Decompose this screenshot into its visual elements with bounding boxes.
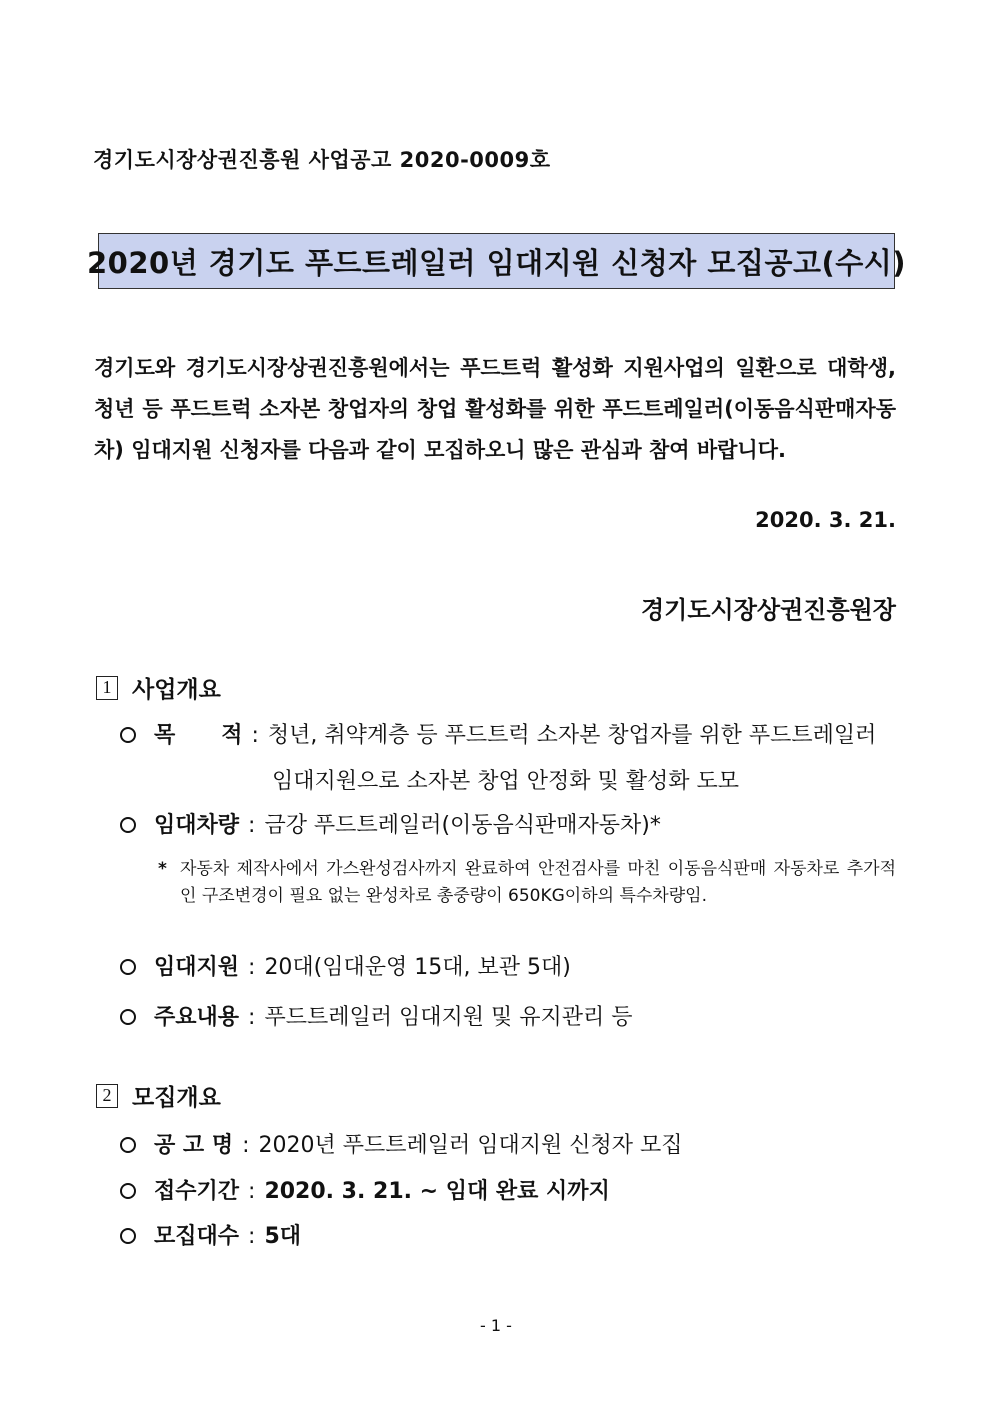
item-colon: :: [248, 1179, 256, 1204]
list-item-purpose: [120, 718, 876, 749]
intro-paragraph: 경기도와 경기도시장상권진흥원에서는 푸드트럭 활성화 지원사업의 일환으로 대학생, 청년 등 푸드트럭 소자본 창업자의 창업 활성화를 위한 푸드트레일러(이동음식판매자동차) 임대지원 신청자를 다음과 같이 모집하오니 많은 관심과 참여 바랍니다.: [94, 356, 896, 462]
list-item-support: [120, 950, 571, 981]
footnote: [158, 856, 896, 910]
section-title: 모집개요: [132, 1085, 221, 1111]
item-colon: :: [248, 1224, 256, 1249]
item-value: 푸드트레일러 임대지원 및 유지관리 등: [264, 1005, 633, 1030]
item-label: 목 적: [154, 723, 243, 748]
section-heading-2: [96, 1079, 221, 1112]
title-box: [86, 233, 907, 289]
footnote-mark: *: [158, 859, 167, 879]
footnote-text: 자동차 제작사에서 가스완성검사까지 완료하여 안전검사를 마친 이동음식판매 자동차로 추가적인 구조변경이 필요 없는 완성차로 총중량이 650KG이하의 특수차량임.: [180, 859, 896, 906]
notice-date: 2020. 3. 21.: [755, 508, 896, 532]
item-label: 공 고 명: [154, 1133, 234, 1158]
item-colon: :: [251, 723, 259, 748]
page-title: 2020년 경기도 푸드트레일러 임대지원 신청자 모집공고(수시): [86, 245, 907, 280]
item-colon: :: [248, 1005, 256, 1030]
section-number-box: 1: [96, 676, 118, 700]
circle-bullet-icon: [120, 1137, 136, 1153]
list-item-vehicle: [120, 808, 661, 839]
section-heading-1: [96, 671, 221, 704]
item-label: 모집대수: [154, 1224, 240, 1249]
item-colon: :: [242, 1133, 250, 1158]
item-value: 20대(임대운영 15대, 보관 5대): [264, 955, 571, 980]
section-number-box: 2: [96, 1084, 118, 1108]
list-item-notice-name: [120, 1128, 683, 1159]
list-item-period: [120, 1174, 610, 1205]
circle-bullet-icon: [120, 1183, 136, 1199]
item-value: 5대: [264, 1224, 301, 1249]
circle-bullet-icon: [120, 727, 136, 743]
item-label: 임대지원: [154, 955, 240, 980]
list-item-content: [120, 1000, 632, 1031]
item-colon: :: [248, 955, 256, 980]
item-value: 청년, 취약계층 등 푸드트럭 소자본 창업자를 위한 푸드트레일러: [267, 723, 877, 748]
circle-bullet-icon: [120, 817, 136, 833]
item-value: 2020. 3. 21. ~ 임대 완료 시까지: [264, 1179, 610, 1204]
signer: 경기도시장상권진흥원장: [640, 596, 896, 624]
item-value: 2020년 푸드트레일러 임대지원 신청자 모집: [258, 1133, 683, 1158]
item-label: 접수기간: [154, 1179, 240, 1204]
list-item-count: [120, 1219, 301, 1250]
circle-bullet-icon: [120, 1228, 136, 1244]
section-title: 사업개요: [132, 677, 221, 703]
item-label: 임대차량: [154, 813, 240, 838]
item-colon: :: [248, 813, 256, 838]
circle-bullet-icon: [120, 959, 136, 975]
page-number: - 1 -: [480, 1316, 512, 1335]
item-value-continuation: 임대지원으로 소자본 창업 안정화 및 활성화 도모: [272, 769, 740, 794]
circle-bullet-icon: [120, 1009, 136, 1025]
item-label: 주요내용: [154, 1005, 240, 1030]
item-value: 금강 푸드트레일러(이동음식판매자동차)*: [264, 813, 661, 838]
notice-number: 경기도시장상권진흥원 사업공고 2020-0009호: [93, 148, 551, 172]
